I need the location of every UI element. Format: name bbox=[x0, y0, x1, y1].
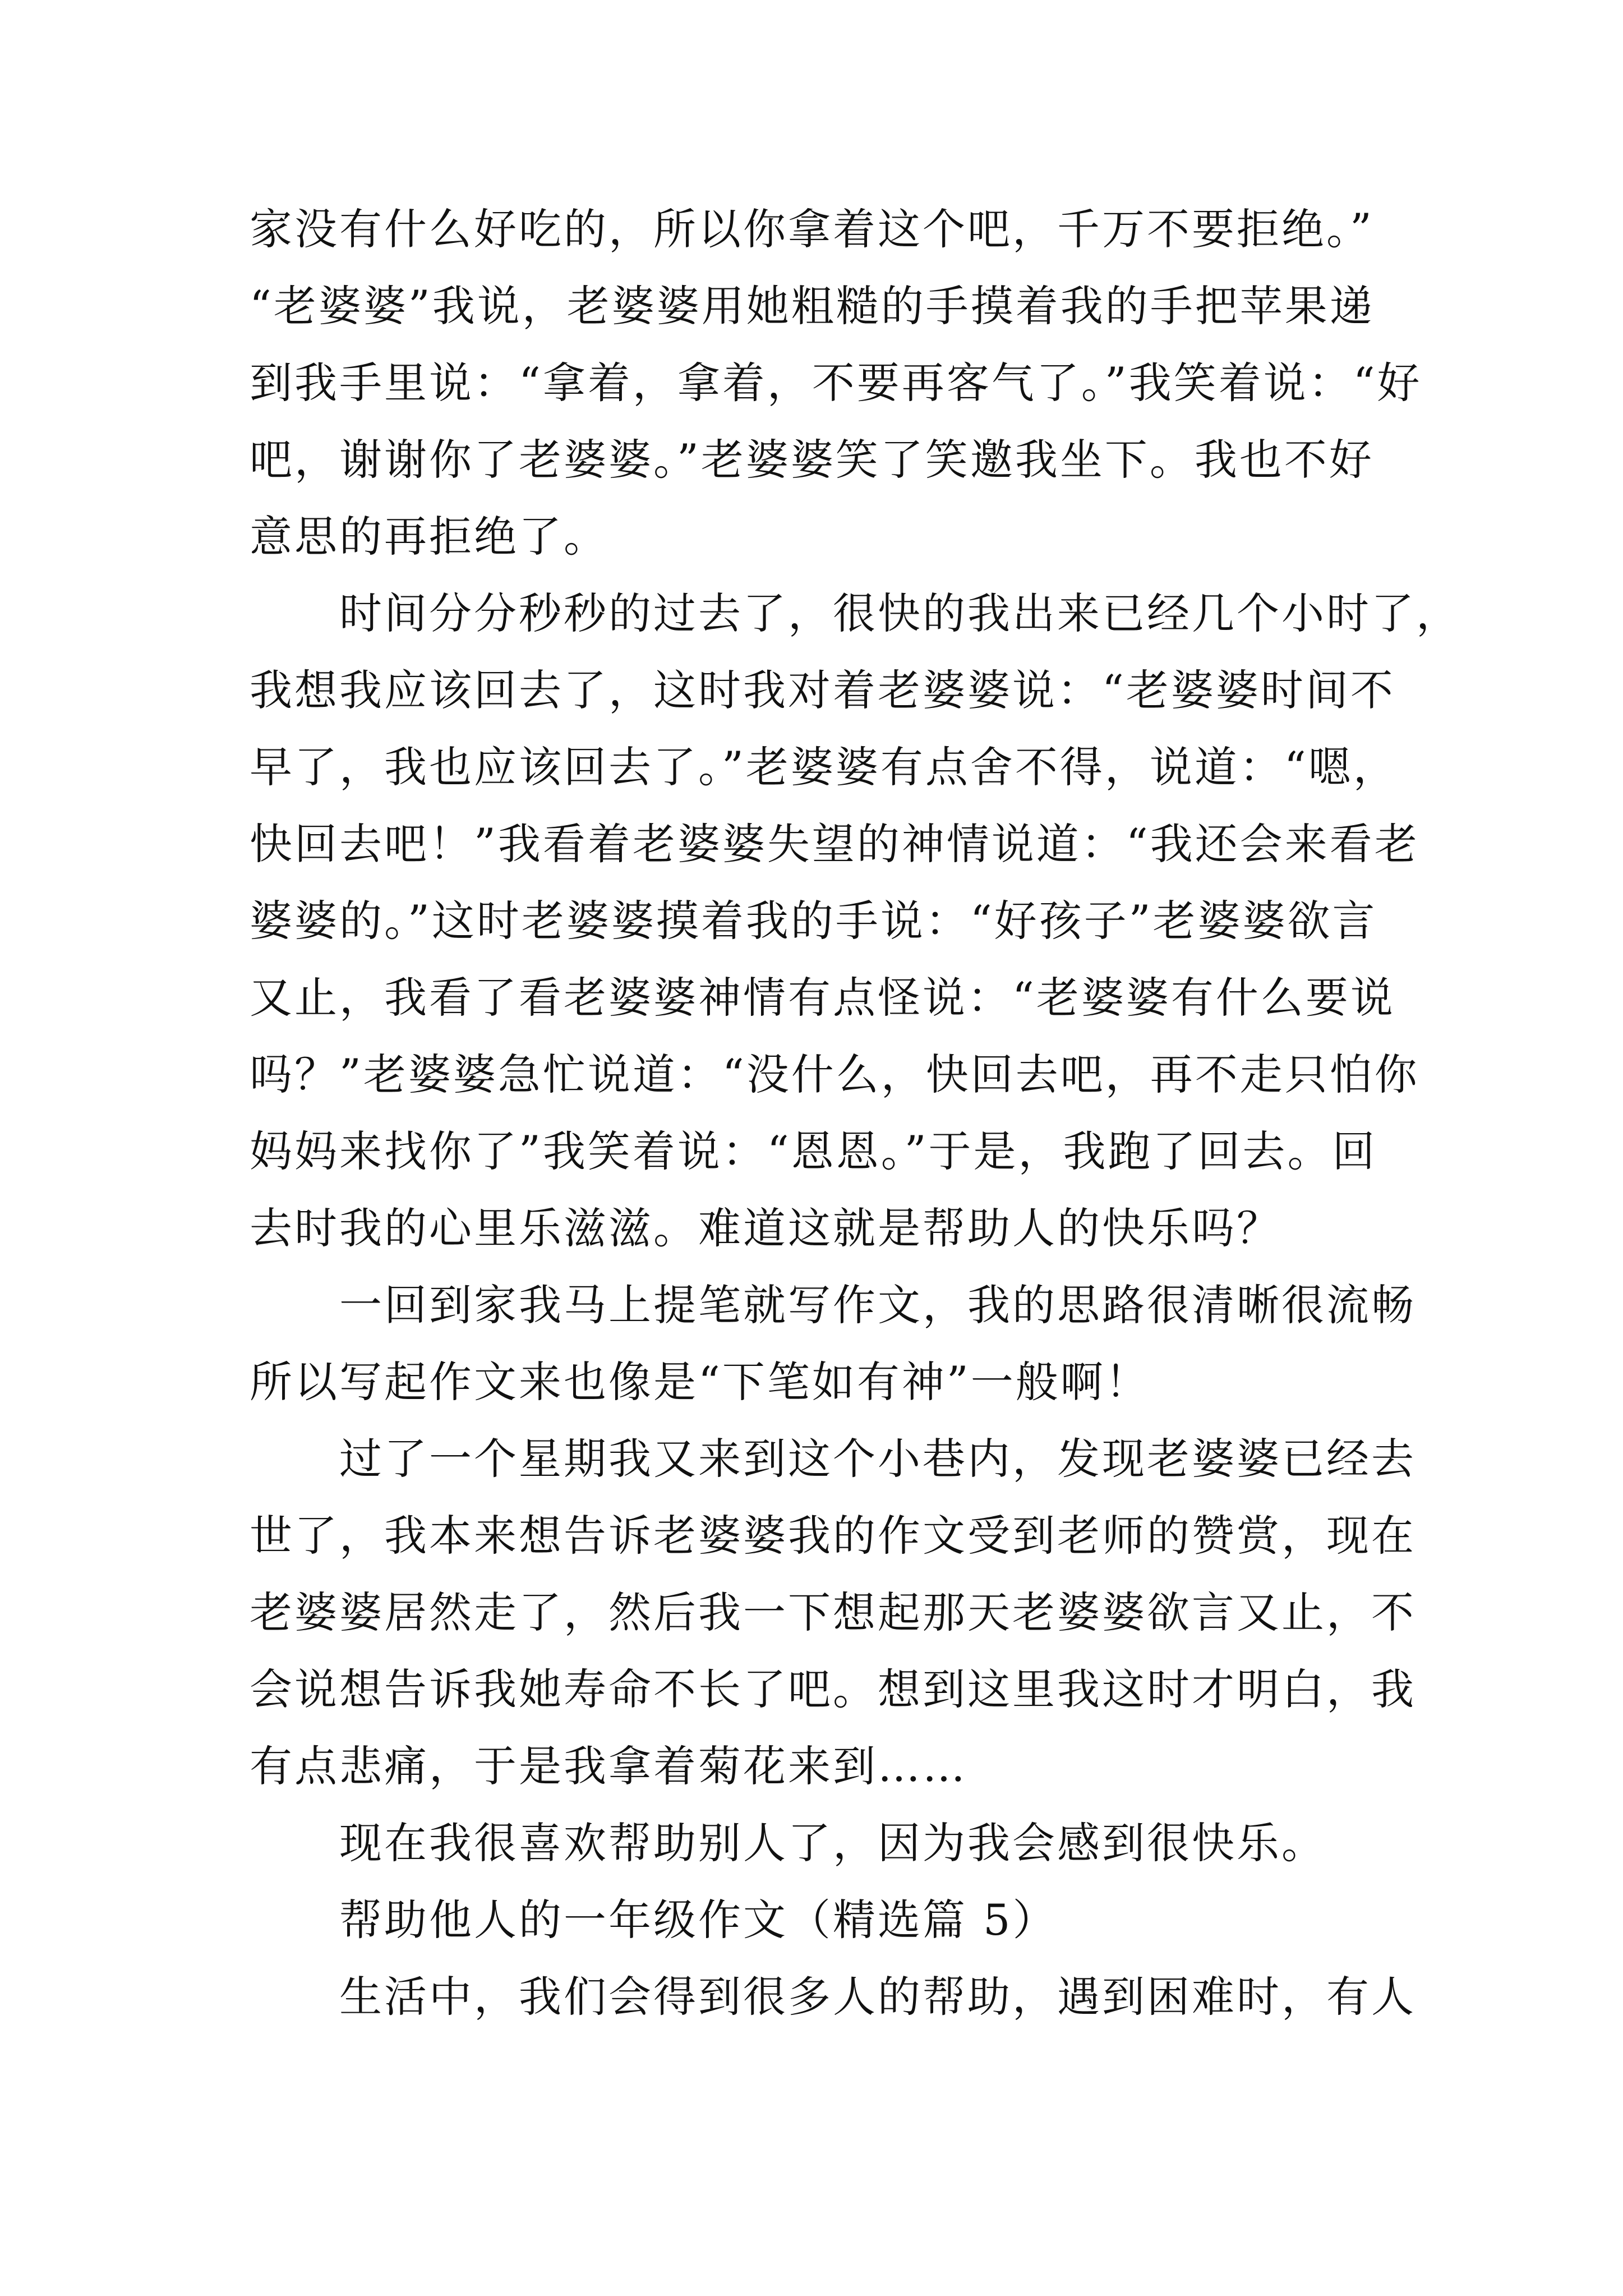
paragraph-first-line: 现在我很喜欢帮助别人了，因为我会感到很快乐。 bbox=[339, 1818, 1326, 1868]
text-line: 吗？”老婆婆急忙说道：“没什么，快回去吧，再不走只怕你 bbox=[250, 1050, 1419, 1099]
text-line: 家没有什么好吃的，所以你拿着这个吧，千万不要拒绝。” bbox=[250, 204, 1374, 254]
text-line: 吧，谢谢你了老婆婆。”老婆婆笑了笑邀我坐下。我也不好 bbox=[250, 435, 1374, 485]
paragraph-first-line: 一回到家我马上提笔就写作文，我的思路很清晰很流畅 bbox=[339, 1280, 1416, 1330]
text-line: 婆婆的。”这时老婆婆摸着我的手说：“好孩子”老婆婆欲言 bbox=[250, 896, 1377, 946]
text-line: 到我手里说：“拿着，拿着，不要再客气了。”我笑着说：“好 bbox=[250, 358, 1422, 408]
text-line: 去时我的心里乐滋滋。难道这就是帮助人的快乐吗？ bbox=[250, 1203, 1281, 1253]
section-heading: 帮助他人的一年级作文（精选篇 5） bbox=[339, 1895, 1058, 1945]
text-line: 意思的再拒绝了。 bbox=[250, 512, 608, 562]
text-line: 妈妈来找你了”我笑着说：“恩恩。”于是，我跑了回去。回 bbox=[250, 1126, 1377, 1176]
text-line: 世了，我本来想告诉老婆婆我的作文受到老师的赞赏，现在 bbox=[250, 1511, 1416, 1561]
paragraph-first-line: 过了一个星期我又来到这个小巷内，发现老婆婆已经去 bbox=[339, 1434, 1416, 1484]
text-line: 老婆婆居然走了，然后我一下想起那天老婆婆欲言又止，不 bbox=[250, 1588, 1416, 1637]
paragraph-first-line: 生活中，我们会得到很多人的帮助，遇到困难时，有人 bbox=[339, 1972, 1416, 2022]
document-body bbox=[250, 191, 1461, 2035]
text-line: 有点悲痛，于是我拿着菊花来到…… bbox=[250, 1741, 967, 1791]
text-line: 快回去吧！”我看着老婆婆失望的神情说道：“我还会来看老 bbox=[250, 819, 1419, 869]
text-line: 所以写起作文来也像是“下笔如有神”一般啊！ bbox=[250, 1357, 1150, 1407]
text-line: 会说想告诉我她寿命不长了吧。想到这里我这时才明白，我 bbox=[250, 1664, 1416, 1714]
paragraph-first-line: 时间分分秒秒的过去了，很快的我出来已经几个小时了， bbox=[339, 588, 1461, 638]
text-line: 我想我应该回去了，这时我对着老婆婆说：“老婆婆时间不 bbox=[250, 665, 1395, 715]
text-line: “老婆婆”我说，老婆婆用她粗糙的手摸着我的手把苹果递 bbox=[250, 281, 1375, 331]
text-line: 早了，我也应该回去了。”老婆婆有点舍不得，说道：“嗯， bbox=[250, 742, 1398, 792]
text-line: 又止，我看了看老婆婆神情有点怪说：“老婆婆有什么要说 bbox=[250, 973, 1395, 1023]
